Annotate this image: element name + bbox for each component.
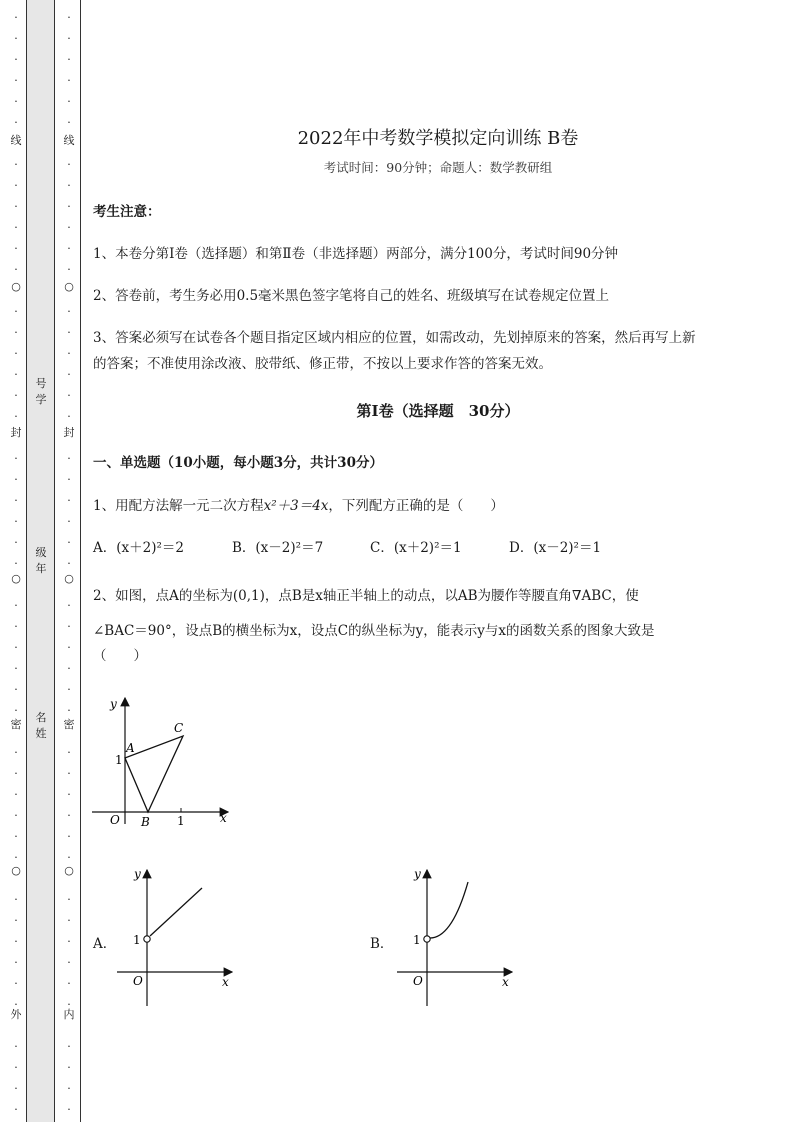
left-binding-dot: ·: [14, 641, 18, 654]
left-binding-dot: ·: [14, 158, 18, 171]
right-binding-dot: ·: [67, 494, 71, 507]
notice-item-2: 2、答卷前，考生务必用0.5毫米黑色签字笔将自己的姓名、班级填写在试卷规定位置上: [93, 288, 610, 304]
right-binding-dot: ·: [67, 1061, 71, 1074]
left-binding-dot: ·: [14, 242, 18, 255]
right-binding-dot: ·: [67, 746, 71, 759]
field-char: 名: [35, 711, 47, 724]
a-origin-label: O: [133, 974, 143, 988]
left-binding-dot: ·: [14, 977, 18, 990]
right-binding-dot: ·: [67, 767, 71, 780]
left-binding-dot: ·: [14, 767, 18, 780]
right-binding-dot: ·: [67, 557, 71, 570]
right-binding-dot: ·: [67, 326, 71, 339]
left-binding-dot: ·: [14, 683, 18, 696]
right-binding-dot: ·: [67, 683, 71, 696]
right-binding-mark: 封: [63, 426, 75, 439]
field-label-name: [33, 710, 49, 742]
right-binding-dot: ·: [67, 935, 71, 948]
b-origin-label: O: [413, 974, 423, 988]
left-binding-dot: ·: [14, 11, 18, 24]
b-one-label: 1: [413, 933, 421, 947]
left-binding-dot: ·: [14, 935, 18, 948]
notice-item-3-cont: 的答案；不准使用涂改液、胶带纸、修正带，不按以上要求作答的答案无效。: [93, 356, 552, 372]
left-binding-dot: ·: [14, 1082, 18, 1095]
left-binding-dot: ·: [14, 53, 18, 66]
field-char: 姓: [35, 727, 47, 740]
left-binding-dot: ·: [14, 116, 18, 129]
left-binding-dot: ·: [14, 305, 18, 318]
right-binding-dot: ·: [67, 977, 71, 990]
right-binding-dot: ·: [67, 368, 71, 381]
field-char: 级: [35, 546, 47, 559]
left-binding-dot: ·: [14, 515, 18, 528]
right-binding-dot: ·: [67, 11, 71, 24]
left-binding-mark: 外: [10, 1008, 22, 1021]
left-binding-mark: 线: [10, 134, 22, 147]
a-x-label: x: [222, 975, 229, 989]
b-x-label: x: [502, 975, 509, 989]
question-2-line-3: （ ）: [93, 648, 147, 664]
left-binding-dot: ·: [14, 536, 18, 549]
field-char: 号: [35, 377, 47, 390]
left-binding-dot: ·: [14, 704, 18, 717]
right-binding-dot: ·: [67, 662, 71, 675]
question-2-line-2: ∠BAC＝90°，设点B的横坐标为x，设点C的纵坐标为y，能表示y与x的函数关系的图象大致是: [93, 623, 655, 639]
right-binding-dot: ·: [67, 116, 71, 129]
fig-y-label: y: [110, 697, 117, 711]
question-2-line-1: 2、如图，点A的坐标为(0,1)，点B是x轴正半轴上的动点，以AB为腰作等腰直角∇ABC，使: [93, 588, 639, 604]
left-binding-mark: 密: [10, 718, 22, 731]
a-line: [150, 888, 202, 936]
left-binding-dot: ·: [14, 599, 18, 612]
q1-option-a[interactable]: A．(x＋2)²＝2: [93, 540, 184, 556]
question-1-equation: x²＋3＝4x: [263, 498, 329, 514]
question-1-stem-a: 1、用配方法解一元二次方程: [93, 498, 264, 514]
question-1-stem-b: ，下列配方正确的是（ ）: [328, 498, 504, 514]
q2-option-b-graph[interactable]: [392, 862, 522, 1008]
right-binding-dot: ·: [67, 200, 71, 213]
field-label-grade: [33, 545, 49, 577]
left-binding-dot: ·: [14, 1103, 18, 1116]
section-title: 第Ⅰ卷（选择题 30分）: [356, 402, 520, 420]
field-label-id: [33, 376, 49, 408]
binding-right-line: [80, 0, 81, 1122]
left-binding-dot: ·: [14, 368, 18, 381]
left-binding-dot: ·: [14, 452, 18, 465]
left-binding-dot: ·: [14, 326, 18, 339]
right-binding-dot: ·: [67, 74, 71, 87]
right-binding-dot: ·: [67, 1103, 71, 1116]
left-binding-dot: ·: [14, 389, 18, 402]
right-binding-dot: ·: [67, 620, 71, 633]
left-binding-dot: ·: [14, 221, 18, 234]
right-binding-dot: ·: [67, 53, 71, 66]
left-binding-dot: ·: [14, 830, 18, 843]
left-binding-dot: ·: [14, 95, 18, 108]
q1-option-c[interactable]: C．(x＋2)²＝1: [370, 540, 462, 556]
page-subtitle: 考试时间：90分钟；命题人：数学教研组: [323, 160, 553, 175]
right-binding-dot: ·: [67, 95, 71, 108]
left-binding-dot: ·: [14, 473, 18, 486]
right-binding-dot: ·: [67, 704, 71, 717]
right-binding-dot: ·: [67, 893, 71, 906]
right-binding-dot: ·: [67, 1040, 71, 1053]
b-open-point: [424, 936, 430, 942]
right-binding-dot: ·: [67, 158, 71, 171]
fig-b-label: B: [141, 815, 150, 829]
right-binding-dot: ·: [67, 347, 71, 360]
fig-one-x-label: 1: [177, 814, 185, 828]
right-binding-dot: ·: [67, 830, 71, 843]
left-binding-dot: ·: [14, 746, 18, 759]
right-binding-dot: ·: [67, 179, 71, 192]
right-binding-mark: 内: [63, 1008, 75, 1021]
left-binding-dot: ·: [14, 494, 18, 507]
a-open-point: [144, 936, 150, 942]
right-binding-dot: ·: [67, 263, 71, 276]
left-binding-mark: ○: [11, 280, 21, 293]
right-binding-dot: ·: [67, 305, 71, 318]
right-binding-dot: ·: [67, 641, 71, 654]
left-binding-dot: ·: [14, 347, 18, 360]
left-binding-dot: ·: [14, 32, 18, 45]
right-binding-dot: ·: [67, 809, 71, 822]
left-binding-dot: ·: [14, 557, 18, 570]
left-binding-dot: ·: [14, 1061, 18, 1074]
b-curve: [430, 882, 468, 938]
right-binding-dot: ·: [67, 473, 71, 486]
right-binding-mark: 线: [63, 134, 75, 147]
left-binding-dot: ·: [14, 956, 18, 969]
right-binding-mark: ○: [64, 864, 74, 877]
left-binding-dot: ·: [14, 914, 18, 927]
left-binding-dot: ·: [14, 410, 18, 423]
right-binding-dot: ·: [67, 998, 71, 1011]
right-binding-dot: ·: [67, 914, 71, 927]
right-binding-dot: ·: [67, 515, 71, 528]
right-binding-dot: ·: [67, 851, 71, 864]
left-binding-mark: 封: [10, 426, 22, 439]
right-binding-mark: 密: [63, 718, 75, 731]
fig-one-y-label: 1: [115, 753, 123, 767]
b-y-label: y: [414, 867, 421, 881]
left-binding-dot: ·: [14, 893, 18, 906]
right-binding-dot: ·: [67, 956, 71, 969]
right-binding-dot: ·: [67, 536, 71, 549]
right-binding-dot: ·: [67, 410, 71, 423]
fig-x-label: x: [220, 811, 227, 825]
right-binding-dot: ·: [67, 1082, 71, 1095]
left-binding-dot: ·: [14, 179, 18, 192]
field-char: 学: [35, 393, 47, 406]
fig-c-label: C: [174, 721, 184, 735]
q2-option-b-label[interactable]: B．: [370, 936, 394, 952]
q1-option-b[interactable]: B．(x－2)²＝7: [232, 540, 324, 556]
right-binding-mark: ○: [64, 280, 74, 293]
left-binding-dot: ·: [14, 788, 18, 801]
right-binding-dot: ·: [67, 32, 71, 45]
notice-heading: 考生注意：: [93, 204, 161, 220]
notice-item-1: 1、本卷分第Ⅰ卷（选择题）和第Ⅱ卷（非选择题）两部分，满分100分，考试时间90分钟: [93, 246, 619, 262]
right-binding-dot: ·: [67, 788, 71, 801]
right-binding-dot: ·: [67, 452, 71, 465]
field-char: 年: [35, 562, 47, 575]
left-binding-mark: ○: [11, 572, 21, 585]
a-one-label: 1: [133, 933, 141, 947]
q1-option-d[interactable]: D．(x－2)²＝1: [509, 540, 602, 556]
fig-a-label: A: [126, 741, 135, 755]
left-binding-dot: ·: [14, 998, 18, 1011]
q2-option-a-graph[interactable]: [112, 862, 242, 1008]
notice-item-3: 3、答案必须写在试卷各个题目指定区域内相应的位置，如需改动，先划掉原来的答案，然后再写上新: [93, 330, 696, 346]
page-title: 2022年中考数学模拟定向训练 B卷: [297, 128, 579, 149]
q2-option-a-label[interactable]: A．: [93, 936, 117, 952]
left-binding-mark: ○: [11, 864, 21, 877]
left-binding-dot: ·: [14, 809, 18, 822]
left-binding-dot: ·: [14, 1040, 18, 1053]
triangle-figure: [90, 692, 240, 832]
right-binding-dot: ·: [67, 599, 71, 612]
left-binding-dot: ·: [14, 200, 18, 213]
binding-margin: [0, 0, 82, 1123]
left-binding-dot: ·: [14, 662, 18, 675]
question-1: [93, 494, 504, 514]
part-heading: 一、单选题（10小题，每小题3分，共计30分）: [93, 455, 383, 471]
right-binding-dot: ·: [67, 389, 71, 402]
fig-origin-label: O: [110, 813, 120, 827]
left-binding-dot: ·: [14, 620, 18, 633]
left-binding-dot: ·: [14, 263, 18, 276]
left-binding-dot: ·: [14, 851, 18, 864]
right-binding-dot: ·: [67, 242, 71, 255]
left-binding-dot: ·: [14, 74, 18, 87]
a-y-label: y: [134, 867, 141, 881]
right-binding-dot: ·: [67, 221, 71, 234]
right-binding-mark: ○: [64, 572, 74, 585]
